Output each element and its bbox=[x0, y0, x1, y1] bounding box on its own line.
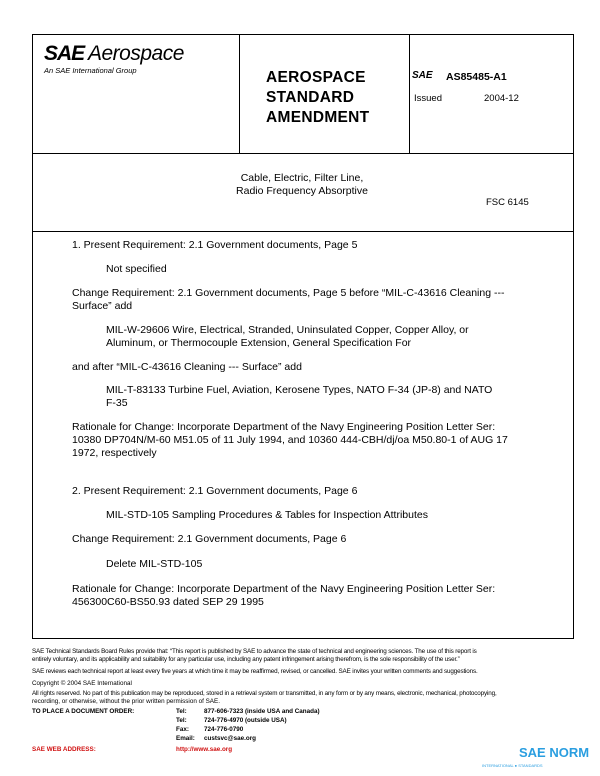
logo-aerospace: Aerospace bbox=[88, 42, 184, 65]
fax-value: 724-776-0790 bbox=[204, 726, 244, 733]
footer-rules bbox=[32, 648, 577, 664]
document-subject bbox=[32, 172, 572, 198]
tel2-label: Tel: bbox=[176, 717, 187, 724]
title-line-1: AEROSPACE bbox=[266, 69, 366, 86]
watermark-tagline: INTERNATIONAL ● STANDARDS bbox=[482, 763, 543, 768]
tel2-value: 724-776-4970 (outside USA) bbox=[204, 717, 287, 724]
mil-std-105-text: MIL-STD-105 Sampling Procedures & Tables for Inspection Attributes bbox=[106, 509, 428, 521]
mil-t-line-2: F-35 bbox=[106, 397, 128, 409]
email-label: Email: bbox=[176, 735, 195, 742]
mil-w-29606-paragraph bbox=[106, 324, 469, 350]
mil-t-83133-paragraph bbox=[106, 384, 492, 410]
email-value[interactable]: custsvc@sae.org bbox=[204, 735, 256, 742]
web-address-label: SAE WEB ADDRESS: bbox=[32, 746, 96, 753]
rationale2-line-2: 456300C60-BS50.93 dated SEP 29 1995 bbox=[72, 596, 264, 608]
tel1-value: 877-606-7323 (inside USA and Canada) bbox=[204, 708, 320, 715]
header-divider-right bbox=[409, 35, 410, 153]
footer-review: SAE reviews each technical report at least every five years at which time it may be reaffirmed, revised, or cancelled. SAE invites your written comments and suggestions. bbox=[32, 668, 478, 675]
title-line-3: AMENDMENT bbox=[266, 109, 370, 126]
mil-w-line-1: MIL-W-29606 Wire, Electrical, Stranded, Uninsulated Copper, Copper Alloy, or bbox=[106, 324, 469, 336]
mil-t-line-1: MIL-T-83133 Turbine Fuel, Aviation, Kerosene Types, NATO F-34 (JP-8) and NATO bbox=[106, 384, 493, 396]
issued-date: 2004-12 bbox=[484, 93, 519, 104]
web-address-link[interactable]: http://www.sae.org bbox=[176, 746, 233, 753]
change2-text: Change Requirement: 2.1 Government documents, Page 6 bbox=[72, 533, 347, 545]
change1-paragraph bbox=[72, 287, 504, 313]
subject-divider bbox=[32, 231, 574, 232]
header-divider-bottom bbox=[33, 153, 573, 154]
req2-heading: 2. Present Requirement: 2.1 Government documents, Page 6 bbox=[72, 485, 358, 497]
rationale1-line-2: 10380 DP704N/M-60 M51.05 of 11 July 1994, and 10360 444-CBH/dj/oa M50.80-1 of AUG 17 bbox=[72, 434, 508, 446]
logo-subtitle: An SAE International Group bbox=[44, 66, 137, 75]
rules-line-1: SAE Technical Standards Board Rules provide that: “This report is published by SAE to advance the state of technical and engineering sciences. The use of this report is bbox=[32, 648, 477, 655]
delete-text: Delete MIL-STD-105 bbox=[106, 558, 203, 570]
document-type-title bbox=[266, 68, 369, 128]
not-specified-text: Not specified bbox=[106, 263, 167, 275]
change1-line-1: Change Requirement: 2.1 Government documents, Page 5 before “MIL-C-43616 Cleaning --- bbox=[72, 287, 505, 299]
fsc-code: FSC 6145 bbox=[486, 197, 529, 208]
footer-copyright: Copyright © 2004 SAE International bbox=[32, 680, 132, 687]
rules-line-2: entirely voluntary, and its applicability and suitability for any particular use, including any patent infringement arising therefrom, is the sole responsibility of the user.” bbox=[32, 656, 460, 663]
order-label: TO PLACE A DOCUMENT ORDER: bbox=[32, 708, 135, 715]
req1-heading: 1. Present Requirement: 2.1 Government documents, Page 5 bbox=[72, 239, 358, 251]
mil-w-line-2: Aluminum, or Thermocouple Extension, General Specification For bbox=[106, 337, 412, 349]
rationale1-line-3: 1972, respectively bbox=[72, 447, 157, 459]
sae-mini-logo: SAE bbox=[412, 70, 433, 81]
subject-line-2: Radio Frequency Absorptive bbox=[236, 185, 368, 197]
rationale1-paragraph bbox=[72, 421, 508, 460]
rights-line-2: recording, or otherwise, without the prior written permission of SAE. bbox=[32, 698, 220, 705]
and-after-text: and after “MIL-C-43616 Cleaning --- Surface” add bbox=[72, 361, 302, 373]
subject-line-1: Cable, Electric, Filter Line, bbox=[240, 172, 364, 184]
logo-sae: SAE bbox=[44, 42, 85, 65]
rationale1-line-1: Rationale for Change: Incorporate Department of the Navy Engineering Position Letter Ser: bbox=[72, 421, 496, 433]
footer-rights bbox=[32, 690, 577, 706]
tel1-label: Tel: bbox=[176, 708, 187, 715]
header-divider-left bbox=[239, 35, 240, 153]
rights-line-1: All rights reserved. No part of this publication may be reproduced, stored in a retrieval system or transmitted, in any form or by any means, electronic, mechanical, photocopying, bbox=[32, 690, 497, 697]
rationale2-line-1: Rationale for Change: Incorporate Department of the Navy Engineering Position Letter Ser: bbox=[72, 583, 496, 595]
watermark-sae-norm: SAE NORM bbox=[519, 745, 590, 760]
issued-label: Issued bbox=[414, 93, 442, 104]
rationale2-paragraph bbox=[72, 583, 495, 609]
change1-line-2: Surface” add bbox=[72, 300, 133, 312]
fax-label: Fax: bbox=[176, 726, 189, 733]
document-number: AS85485-A1 bbox=[446, 71, 507, 83]
title-line-2: STANDARD bbox=[266, 89, 355, 106]
